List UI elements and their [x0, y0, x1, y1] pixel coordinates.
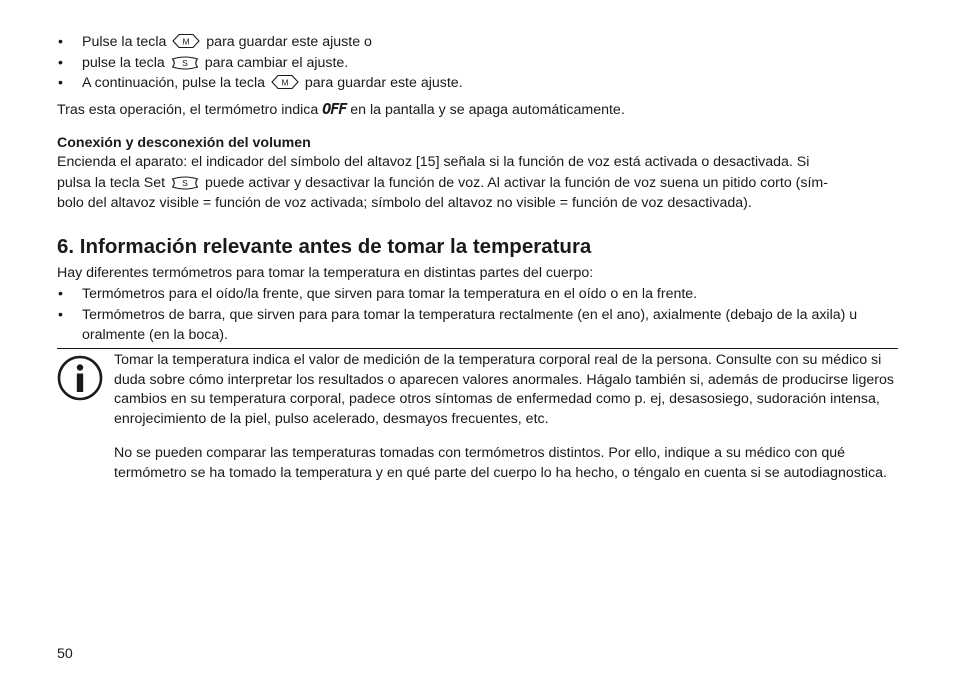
step-text: Pulse la tecla: [82, 34, 167, 50]
info-paragraph: No se pueden comparar las temperaturas tomadas con termómetros distintos. Por ello, indique a su médico con qué termómetro se ha tomado la temperatura y en qué parte del cuerpo lo ha hecho, o téngalo en cuenta si se autodiagnostica.: [114, 445, 887, 481]
after-setup-text: Tras esta operación, el termómetro indica OFF en la pantalla y se apaga automáticamente.: [57, 100, 625, 118]
voice-heading: Conexión y desconexión del volumen: [57, 135, 311, 151]
svg-text:M: M: [281, 77, 289, 88]
step-text: A continuación, pulse la tecla: [82, 75, 265, 91]
m-key-icon: [271, 74, 299, 90]
info-note: [114, 351, 894, 483]
setup-steps-list: [57, 32, 907, 94]
divider: [57, 348, 898, 349]
s-key-icon: [171, 176, 199, 190]
list-item: [57, 73, 907, 94]
section-title: 6. Información relevante antes de tomar la temperatura: [57, 235, 592, 258]
page-number: 50: [57, 646, 73, 662]
list-item: [57, 32, 907, 53]
step-text: para guardar este ajuste o: [206, 34, 372, 50]
section-intro: Hay diferentes termómetros para tomar la temperatura en distintas partes del cuerpo:: [57, 265, 594, 281]
info-paragraph: Tomar la temperatura indica el valor de medición de la temperatura corporal real de la persona. Consulte con su médico si duda sobre cómo interpretar los resultados o aparecen valores anormales. Hágalo también si, además de producirse ligeros cambios en su temperatura corporal, padece otros síntomas de enfermedad como p. ej, desasosiego, sudoración intensa, enrojecimiento de la piel, pulso acelerado, desmayos frecuentes, etc.: [114, 352, 894, 427]
off-display-symbol: OFF: [322, 100, 347, 118]
svg-text:M: M: [182, 36, 190, 47]
m-key-icon: [172, 33, 200, 49]
svg-text:S: S: [181, 57, 188, 68]
s-key-icon: [171, 56, 199, 70]
list-item: • Termómetros para el oído/la frente, que sirven para tomar la temperatura en el oído o en la frente.: [57, 284, 877, 305]
step-text: para guardar este ajuste.: [304, 75, 463, 91]
step-text: para cambiar el ajuste.: [204, 54, 349, 71]
list-item: • Termómetros de barra, que sirven para para tomar la temperatura rectalmente (en el ano), axialmente (debajo de la axila) u oralmente (en la boca).: [57, 305, 877, 346]
svg-text:S: S: [182, 177, 188, 188]
step-text: pulse la tecla: [82, 54, 165, 71]
list-item: [57, 53, 907, 74]
voice-paragraph: Encienda el aparato: el indicador del símbolo del altavoz [15] señala si la función de voz está activada o desactivada. Si pulsa la tecla Set S puede activar y desactivar la función de voz. Al activar la función de voz suena un pitido corto (sím- bolo del altavoz visible = función de voz activada; símbolo del altavoz no visible = función de voz desactivada).: [57, 154, 828, 211]
thermometer-types-list: [57, 284, 877, 346]
info-icon: [57, 355, 103, 401]
